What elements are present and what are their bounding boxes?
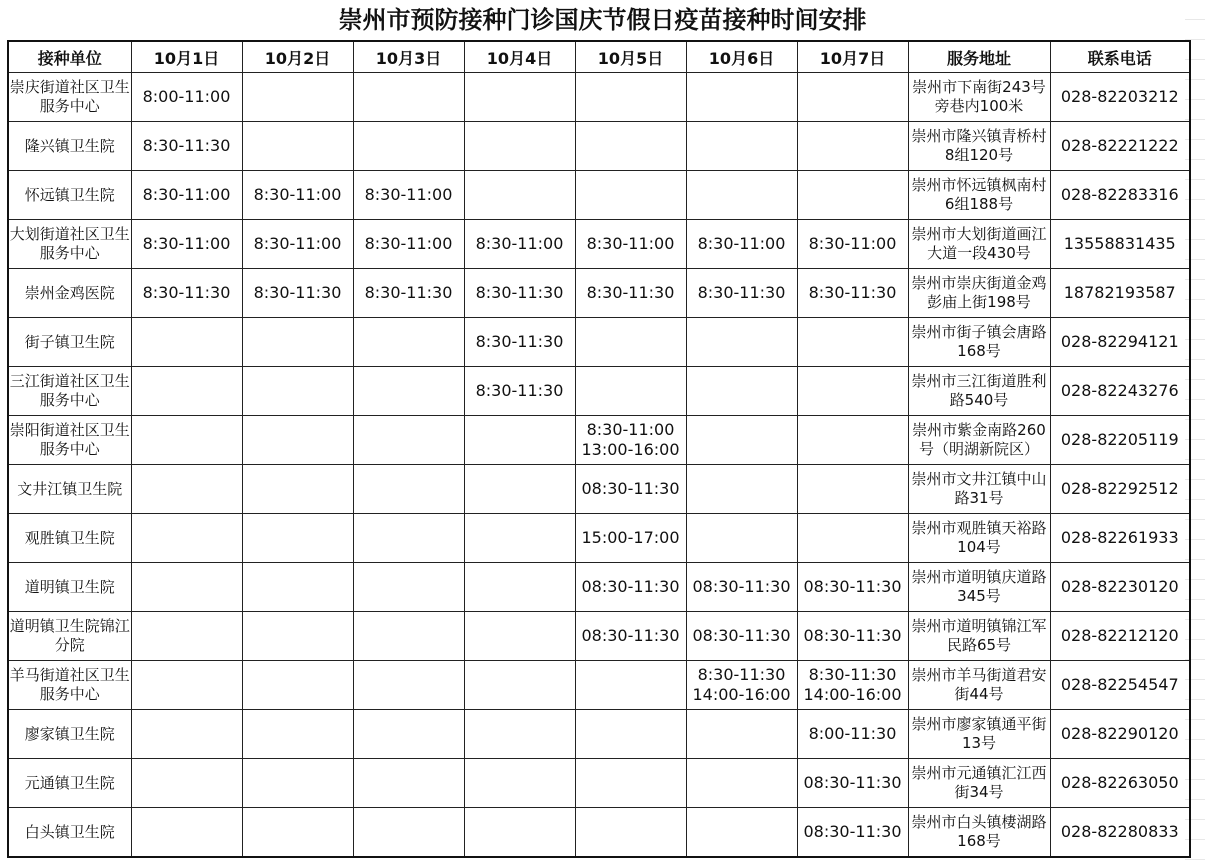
table-row — [8, 710, 1190, 759]
time-cell: 8:30-11:00 — [575, 220, 686, 269]
time-cell — [797, 318, 908, 367]
address-cell: 崇州市羊马街道君安街44号 — [908, 661, 1050, 710]
table-row — [8, 367, 1190, 416]
unit-cell: 元通镇卫生院 — [8, 759, 131, 808]
time-cell — [686, 318, 797, 367]
unit-cell: 廖家镇卫生院 — [8, 710, 131, 759]
unit-cell: 三江街道社区卫生服务中心 — [8, 367, 131, 416]
table-row — [8, 661, 1190, 710]
address-cell: 崇州市元通镇汇江西街34号 — [908, 759, 1050, 808]
address-cell: 崇州市崇庆街道金鸡彭庙上街198号 — [908, 269, 1050, 318]
time-cell: 8:30-11:00 — [131, 171, 242, 220]
time-cell — [131, 661, 242, 710]
time-cell — [242, 367, 353, 416]
unit-cell: 街子镇卫生院 — [8, 318, 131, 367]
time-cell: 8:30-11:30 — [575, 269, 686, 318]
time-cell — [464, 661, 575, 710]
time-cell — [131, 563, 242, 612]
time-cell: 8:30-11:30 — [242, 269, 353, 318]
phone-cell: 028-82280833 — [1050, 808, 1190, 858]
unit-cell: 道明镇卫生院 — [8, 563, 131, 612]
time-cell — [464, 612, 575, 661]
address-cell: 崇州市紫金南路260号（明湖新院区） — [908, 416, 1050, 465]
time-cell: 8:00-11:00 — [131, 73, 242, 122]
time-cell — [575, 122, 686, 171]
time-cell: 8:30-11:30 — [464, 367, 575, 416]
column-header: 10月1日 — [131, 41, 242, 73]
time-cell: 8:30-11:30 — [131, 122, 242, 171]
phone-cell: 028-82261933 — [1050, 514, 1190, 563]
table-row — [8, 514, 1190, 563]
time-cell: 8:30-11:00 13:00-16:00 — [575, 416, 686, 465]
time-cell: 8:30-11:30 — [464, 318, 575, 367]
unit-cell: 羊马街道社区卫生服务中心 — [8, 661, 131, 710]
address-cell: 崇州市观胜镇天裕路104号 — [908, 514, 1050, 563]
column-header: 联系电话 — [1050, 41, 1190, 73]
column-header: 10月2日 — [242, 41, 353, 73]
time-cell — [686, 465, 797, 514]
time-cell — [131, 465, 242, 514]
time-cell — [797, 367, 908, 416]
phone-cell: 028-82292512 — [1050, 465, 1190, 514]
time-cell: 08:30-11:30 — [797, 563, 908, 612]
time-cell — [686, 73, 797, 122]
unit-cell: 怀远镇卫生院 — [8, 171, 131, 220]
time-cell — [131, 416, 242, 465]
column-header: 服务地址 — [908, 41, 1050, 73]
time-cell: 8:30-11:30 — [131, 269, 242, 318]
time-cell — [464, 171, 575, 220]
address-cell: 崇州市下南街243号旁巷内100米 — [908, 73, 1050, 122]
time-cell — [464, 122, 575, 171]
time-cell — [242, 465, 353, 514]
column-header: 10月4日 — [464, 41, 575, 73]
time-cell — [797, 465, 908, 514]
schedule-table — [7, 40, 1191, 858]
time-cell — [353, 73, 464, 122]
table-row — [8, 122, 1190, 171]
time-cell: 8:30-11:30 — [464, 269, 575, 318]
time-cell — [131, 612, 242, 661]
address-cell: 崇州市怀远镇枫南村6组188号 — [908, 171, 1050, 220]
phone-cell: 028-82290120 — [1050, 710, 1190, 759]
time-cell — [131, 318, 242, 367]
unit-cell: 崇阳街道社区卫生服务中心 — [8, 416, 131, 465]
address-cell: 崇州市廖家镇通平街13号 — [908, 710, 1050, 759]
time-cell — [353, 514, 464, 563]
time-cell — [797, 122, 908, 171]
time-cell — [131, 710, 242, 759]
unit-cell: 观胜镇卫生院 — [8, 514, 131, 563]
time-cell: 8:30-11:00 — [131, 220, 242, 269]
time-cell: 08:30-11:30 — [797, 759, 908, 808]
time-cell: 8:00-11:30 — [797, 710, 908, 759]
time-cell: 8:30-11:00 — [464, 220, 575, 269]
table-row — [8, 73, 1190, 122]
header-row — [8, 41, 1190, 73]
time-cell — [353, 416, 464, 465]
time-cell: 8:30-11:30 — [797, 269, 908, 318]
unit-cell: 白头镇卫生院 — [8, 808, 131, 858]
time-cell: 08:30-11:30 — [575, 612, 686, 661]
time-cell: 08:30-11:30 — [575, 465, 686, 514]
phone-cell: 028-82294121 — [1050, 318, 1190, 367]
time-cell — [131, 367, 242, 416]
phone-cell: 028-82254547 — [1050, 661, 1190, 710]
time-cell — [575, 710, 686, 759]
phone-cell: 13558831435 — [1050, 220, 1190, 269]
time-cell: 8:30-11:00 — [353, 220, 464, 269]
time-cell — [797, 171, 908, 220]
unit-cell: 大划街道社区卫生服务中心 — [8, 220, 131, 269]
time-cell: 15:00-17:00 — [575, 514, 686, 563]
time-cell — [353, 710, 464, 759]
time-cell — [353, 759, 464, 808]
unit-cell: 文井江镇卫生院 — [8, 465, 131, 514]
table-row — [8, 318, 1190, 367]
time-cell — [242, 563, 353, 612]
address-cell: 崇州市街子镇会唐路168号 — [908, 318, 1050, 367]
time-cell — [464, 710, 575, 759]
address-cell: 崇州市道明镇锦江军民路65号 — [908, 612, 1050, 661]
time-cell: 8:30-11:00 — [242, 171, 353, 220]
time-cell: 8:30-11:30 — [686, 269, 797, 318]
time-cell — [242, 416, 353, 465]
time-cell — [464, 759, 575, 808]
time-cell — [353, 367, 464, 416]
time-cell — [686, 514, 797, 563]
column-header: 10月5日 — [575, 41, 686, 73]
address-cell: 崇州市大划街道画江大道一段430号 — [908, 220, 1050, 269]
time-cell — [353, 612, 464, 661]
time-cell — [575, 367, 686, 416]
time-cell: 08:30-11:30 — [797, 612, 908, 661]
table-row — [8, 563, 1190, 612]
time-cell — [242, 710, 353, 759]
time-cell — [242, 73, 353, 122]
time-cell — [686, 759, 797, 808]
page-title: 崇州市预防接种门诊国庆节假日疫苗接种时间安排 — [338, 6, 867, 34]
phone-cell: 18782193587 — [1050, 269, 1190, 318]
time-cell — [686, 416, 797, 465]
time-cell — [686, 710, 797, 759]
address-cell: 崇州市三江街道胜利路540号 — [908, 367, 1050, 416]
time-cell — [131, 759, 242, 808]
unit-cell: 隆兴镇卫生院 — [8, 122, 131, 171]
address-cell: 崇州市文井江镇中山路31号 — [908, 465, 1050, 514]
table-row — [8, 808, 1190, 858]
time-cell — [575, 808, 686, 858]
phone-cell: 028-82283316 — [1050, 171, 1190, 220]
phone-cell: 028-82230120 — [1050, 563, 1190, 612]
time-cell — [353, 808, 464, 858]
phone-cell: 028-82205119 — [1050, 416, 1190, 465]
time-cell — [575, 318, 686, 367]
time-cell — [464, 465, 575, 514]
table-row — [8, 465, 1190, 514]
time-cell — [575, 661, 686, 710]
table-row — [8, 269, 1190, 318]
table-body — [8, 73, 1190, 858]
address-cell: 崇州市道明镇庆道路345号 — [908, 563, 1050, 612]
time-cell: 8:30-11:30 — [353, 269, 464, 318]
time-cell — [575, 171, 686, 220]
time-cell — [686, 367, 797, 416]
phone-cell: 028-82212120 — [1050, 612, 1190, 661]
time-cell — [131, 514, 242, 563]
table-row — [8, 416, 1190, 465]
table-row — [8, 612, 1190, 661]
time-cell: 08:30-11:30 — [686, 563, 797, 612]
time-cell — [464, 563, 575, 612]
phone-cell: 028-82243276 — [1050, 367, 1190, 416]
time-cell — [353, 563, 464, 612]
table-row — [8, 220, 1190, 269]
time-cell — [353, 318, 464, 367]
table-row — [8, 759, 1190, 808]
time-cell — [242, 122, 353, 171]
time-cell: 8:30-11:30 14:00-16:00 — [686, 661, 797, 710]
time-cell — [686, 171, 797, 220]
unit-cell: 崇庆街道社区卫生服务中心 — [8, 73, 131, 122]
time-cell — [242, 808, 353, 858]
time-cell — [242, 759, 353, 808]
phone-cell: 028-82221222 — [1050, 122, 1190, 171]
time-cell: 08:30-11:30 — [686, 612, 797, 661]
time-cell: 08:30-11:30 — [575, 563, 686, 612]
time-cell: 8:30-11:00 — [686, 220, 797, 269]
column-header: 10月3日 — [353, 41, 464, 73]
column-header: 10月7日 — [797, 41, 908, 73]
unit-cell: 崇州金鸡医院 — [8, 269, 131, 318]
time-cell — [575, 73, 686, 122]
time-cell: 8:30-11:00 — [353, 171, 464, 220]
unit-cell: 道明镇卫生院锦江分院 — [8, 612, 131, 661]
time-cell — [131, 808, 242, 858]
time-cell — [242, 612, 353, 661]
phone-cell: 028-82203212 — [1050, 73, 1190, 122]
time-cell — [464, 808, 575, 858]
time-cell: 8:30-11:30 14:00-16:00 — [797, 661, 908, 710]
table-row — [8, 171, 1190, 220]
time-cell — [464, 514, 575, 563]
time-cell: 8:30-11:00 — [242, 220, 353, 269]
time-cell — [464, 73, 575, 122]
column-header: 10月6日 — [686, 41, 797, 73]
time-cell — [575, 759, 686, 808]
time-cell — [797, 73, 908, 122]
time-cell — [353, 122, 464, 171]
time-cell: 08:30-11:30 — [797, 808, 908, 858]
column-header: 接种单位 — [8, 41, 131, 73]
time-cell — [242, 318, 353, 367]
time-cell — [242, 661, 353, 710]
time-cell — [686, 122, 797, 171]
phone-cell: 028-82263050 — [1050, 759, 1190, 808]
time-cell — [353, 465, 464, 514]
time-cell — [797, 514, 908, 563]
address-cell: 崇州市隆兴镇青桥村8组120号 — [908, 122, 1050, 171]
time-cell — [686, 808, 797, 858]
time-cell — [464, 416, 575, 465]
time-cell — [242, 514, 353, 563]
time-cell — [353, 661, 464, 710]
time-cell: 8:30-11:00 — [797, 220, 908, 269]
time-cell — [797, 416, 908, 465]
address-cell: 崇州市白头镇棲湖路168号 — [908, 808, 1050, 858]
